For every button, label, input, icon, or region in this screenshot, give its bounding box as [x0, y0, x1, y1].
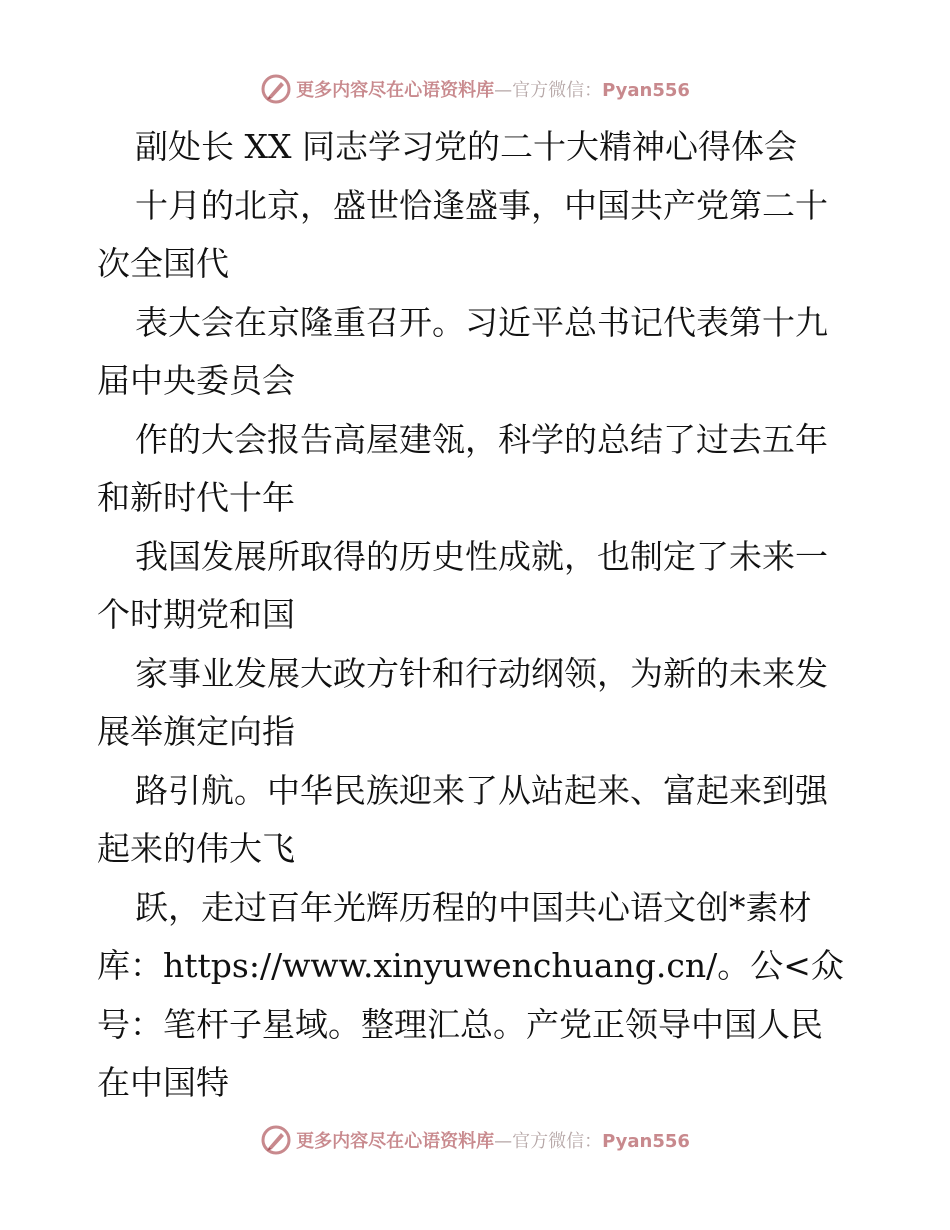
text-line: 和新时代十年: [97, 478, 295, 517]
text-line: 在中国特: [97, 1063, 229, 1102]
text-line: 作的大会报告高屋建瓴，科学的总结了过去五年: [135, 419, 828, 459]
banner-dash: —: [494, 1131, 513, 1152]
banner-dash: —: [494, 80, 513, 101]
text-line: 次全国代: [97, 244, 229, 283]
text-line: 十月的北京，盛世恰逢盛事，中国共产党第二十: [135, 185, 828, 225]
document-body: [97, 118, 857, 1113]
text-line: 跃，走过百年光辉历程的中国共心语文创*素材: [135, 887, 812, 927]
banner-wechat-id: Pyan556: [602, 80, 690, 101]
text-line: 我国发展所取得的历史性成就，也制定了未来一: [135, 536, 828, 576]
banner-text: [296, 76, 690, 102]
text-line: 个时期党和国: [97, 595, 295, 634]
pen-logo-icon: [260, 1124, 292, 1156]
text-line: 展举旗定向指: [97, 712, 295, 751]
document-title: 副处长 XX 同志学习党的二十大精神心得体会: [135, 127, 797, 166]
text-line: 号：笔杆子星域。整理汇总。产党正领导中国人民: [97, 1004, 823, 1044]
banner-wechat-label: 官方微信：: [512, 1131, 603, 1152]
banner-site-text: 更多内容尽在心语资料库: [296, 1131, 495, 1152]
banner-text: [296, 1127, 690, 1153]
text-line: 起来的伟大飞: [97, 829, 295, 868]
footer-banner: [0, 1123, 950, 1157]
header-banner: [0, 72, 950, 106]
text-line: 表大会在京隆重召开。习近平总书记代表第十九: [135, 302, 828, 342]
pen-logo-icon: [260, 73, 292, 105]
banner-site-text: 更多内容尽在心语资料库: [296, 80, 495, 101]
text-line: 家事业发展大政方针和行动纲领，为新的未来发: [135, 653, 828, 693]
text-line: 库：https://www.xinyuwenchuang.cn/。公<众: [97, 946, 844, 985]
banner-wechat-id: Pyan556: [602, 1131, 690, 1152]
text-line: 路引航。中华民族迎来了从站起来、富起来到强: [135, 770, 828, 810]
text-line: 届中央委员会: [97, 361, 295, 400]
banner-wechat-label: 官方微信：: [512, 80, 603, 101]
